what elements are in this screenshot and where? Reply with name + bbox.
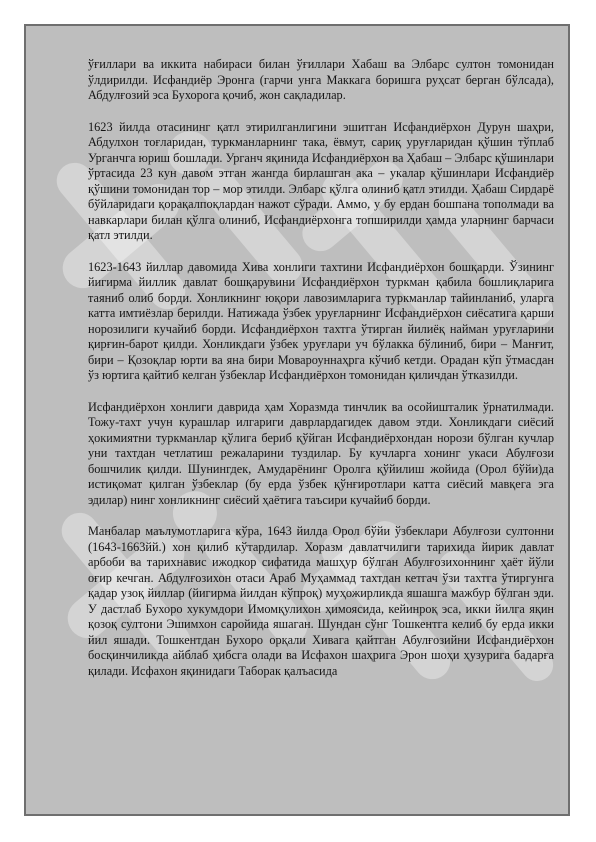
paragraph: 1623 йилда отасининг қатл этирилганлигини эшитган Исфандиёрхон Дурун шаҳри, Абдулхон тоғларидан, туркманларнинг така, ёвмут, сариқ уруғларидан қўшин тўплаб Урганчга юриш бошлади. Урганч яқинида Исфандиёрхон ва Ҳабаш – Элбарс қўшинлари ўртасида 23 кун давом этган жангда бирлашган ака – укалар қўшинлари Исфандиёр қўшини томонидан тор – мор этилди. Элбарс қўлга олиниб қатл этилди. Ҳабаш Сирдарё бўйларидаги қорақалпоқлардан нажот сўради. Аммо, у бу ердан бошпана тополмади ва навкарлари билан қўлга олиниб, Исфандиёрхонга топширилди ҳамда уларнинг барчаси қатл этилди.	[88, 119, 554, 242]
paragraph: Исфандиёрхон хонлиги даврида ҳам Хоразмда тинчлик ва осойишталик ўрнатилмади. Тожу-тахт учун курашлар илгариги даврлардагидек давом этди. Хонликдаги сиёсий ҳокимиятни туркманлар қўлига бериб қўйган Исфандиёрхондан норози бўлган кучлар уни тахтдан четлатиш режаларини туздилар. Бу кучларга хонинг укаси Абулғози бошчилик қилди. Шунингдек, Амударёнинг Оролга қўйилиш жойида (Орол бўйи)да истиқомат қилган ўзбеклар (бу ерда ўзбек қўнғиротлари катта сиёсий мавқега эга эдилар) нинг хонликнинг сиёсий ҳаётига таъсири кучайиб борди.	[88, 399, 554, 507]
paragraph: 1623-1643 йиллар давомида Хива хонлиги тахтини Исфандиёрхон бошқарди. Ўзининг йигирма йиллик давлат бошқарувини Исфандиёрхон туркман қабила бошлиқларига таяниб олиб борди. Хонликнинг юқори лавозимларига туркманлар тайинланиб, уларга катта имтиёзлар берилди. Натижада ўзбек уруғларнинг Исфандиёрхон сиёсатига қарши норозилиги кучайиб борди. Исфандиёрхон тахтга ўтирган йилиёқ найман уруғларини қирғин-барот қилди. Хонликдаги ўзбек уруғлари уч бўлакка бўлиниб, бири – Манғит, бири – Қозоқлар юрти ва яна бири Мовароуннаҳрга кўчиб кетди. Орадан кўп ўтмасдан ўз юртига қайтиб келган ўзбеклар Исфандиёрхон томонидан қиличдан ўтказилди.	[88, 259, 554, 382]
document-page	[24, 24, 570, 816]
body-text	[88, 57, 554, 695]
paragraph: ўғиллари ва иккита набираси билан ўғиллари Хабаш ва Элбарс султон томонидан ўлдирилди. Исфандиёр Эронга (гарчи унга Маккага боришга руҳсат берган бўлсада), Абдулғозий эса Бухорога қочиб, жон сақладилар.	[88, 57, 554, 102]
paragraph: Манбалар маълумотларига кўра, 1643 йилда Орол бўйи ўзбеклари Абулғози султонни (1643-1663йй.) хон қилиб кўтардилар. Хоразм давлатчилиги тарихида йирик давлат арбоби ва тарихнавис ижодкор сифатида машҳур бўлган Абулғозихоннинг ҳаёт йўли оғир кечган. Абдулғозихон отаси Араб Муҳаммад тахтдан кетгач ўзи тахтга ўтиргунга қадар узоқ йиллар (йигирма йилдан кўпроқ) муҳожирликда яшашга мажбур бўлган эди. У дастлаб Бухоро хукумдори Имомқулихон ҳимоясида, кейинроқ эса, икки йилга яқин қозоқ султони Эшимхон саройида яшаган. Шундан сўнг Тошкентга келиб бу ерда икки йил яшади. Тошкентдан Бухоро орқали Хивага қайтган Абулғозийни Исфандиёрхон босқинчиликда айблаб ҳибсга олади ва Исфахон шаҳрига Эрон шоҳи ҳузурига бадарға қилади. Исфахон яқинидаги Таборак қалъасида	[88, 524, 554, 678]
